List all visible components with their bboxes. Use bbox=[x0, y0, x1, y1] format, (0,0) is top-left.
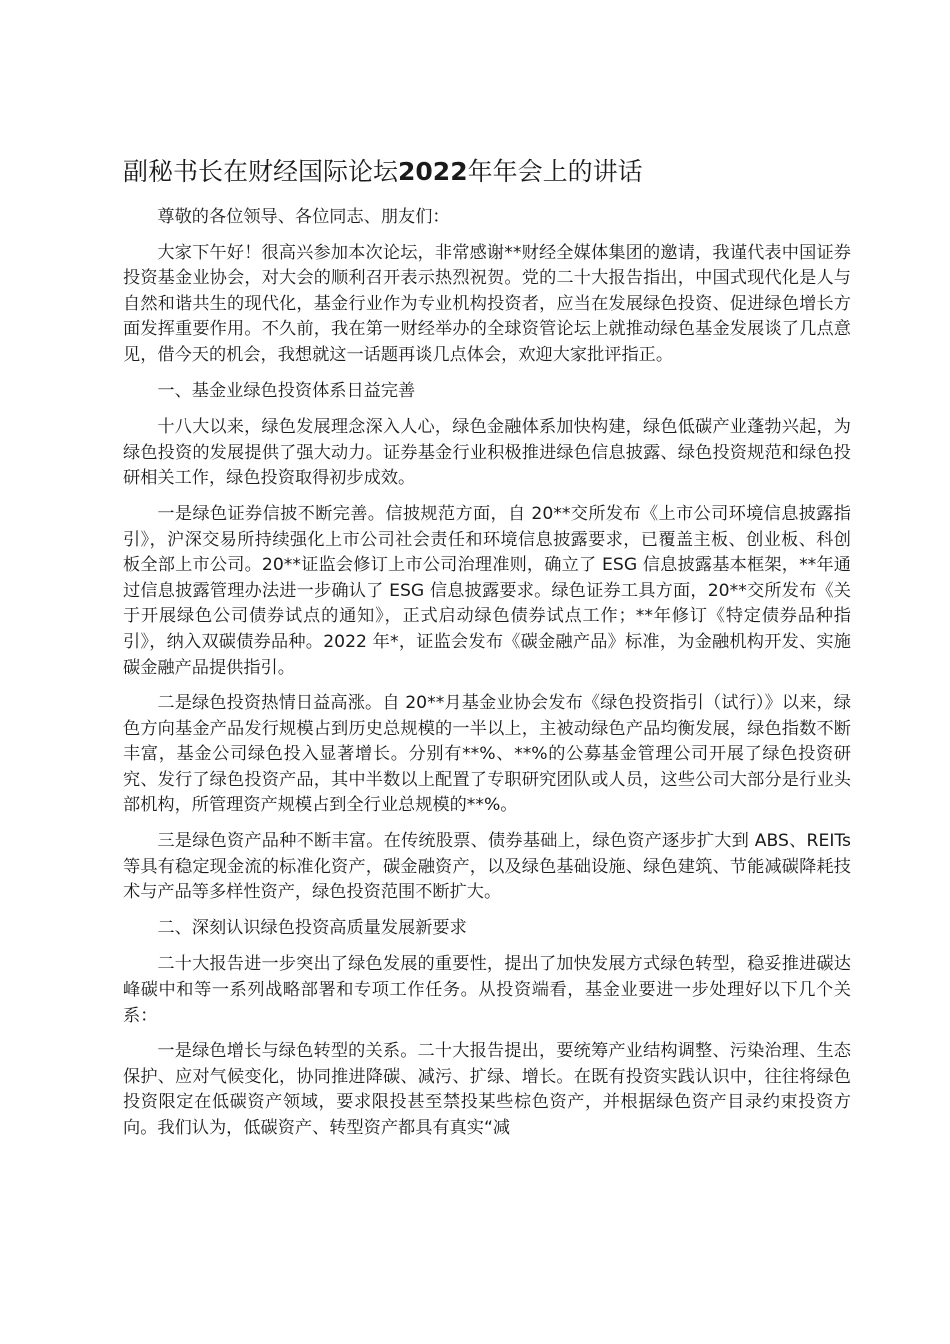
section-heading-2: 二、深刻认识绿色投资高质量发展新要求 bbox=[157, 917, 467, 938]
section-2-point-1: 一是绿色增长与绿色转型的关系。二十大报告提出，要统筹产业结构调整、污染治理、生态保护、应对气候变化，协同推进降碳、减污、扩绿、增长。在既有投资实践认识中，往往将绿色投资限定在低碳资产领域，要求限投甚至禁投某些棕色资产，并根据绿色资产目录约束投资方向。我们认为，低碳资产、转型资产都具有真实“减 bbox=[123, 1041, 851, 1138]
title-suffix: 年年会上的讲话 bbox=[467, 157, 643, 186]
section-2-intro: 二十大报告进一步突出了绿色发展的重要性，提出了加快发展方式绿色转型，稳妥推进碳达峰碳中和等一系列战略部署和专项工作任务。从投资端看，基金业要进一步处理好以下几个关系： bbox=[123, 954, 851, 1026]
section-1-point-2: 二是绿色投资热情日益高涨。自 20**月基金业协会发布《绿色投资指引（试行）》以来，绿色方向基金产品发行规模占到历史总规模的一半以上，主被动绿色产品均衡发展，绿色指数不断丰富，基金公司绿色投入显著增长。分别有**%、**%的公募基金管理公司开展了绿色投资研究、发行了绿色投资产品，其中半数以上配置了专职研究团队或人员，这些公司大部分是行业头部机构，所管理资产规模占到全行业总规模的**%。 bbox=[123, 693, 851, 816]
section-1-point-3: 三是绿色资产品种不断丰富。在传统股票、债券基础上，绿色资产逐步扩大到 ABS、REITs 等具有稳定现金流的标准化资产，碳金融资产，以及绿色基础设施、绿色建筑、节能减碳降耗技术与产品等多样性资产，绿色投资范围不断扩大。 bbox=[123, 831, 851, 903]
salutation: 尊敬的各位领导、各位同志、朋友们： bbox=[157, 207, 450, 227]
section-heading-1: 一、基金业绿色投资体系日益完善 bbox=[157, 380, 416, 401]
section-1-intro: 十八大以来，绿色发展理念深入人心，绿色金融体系加快构建，绿色低碳产业蓬勃兴起，为绿色投资的发展提供了强大动力。证券基金行业积极推进绿色信息披露、绿色投资规范和绿色投研相关工作，绿色投资取得初步成效。 bbox=[123, 417, 851, 489]
title-prefix: 副秘书长在财经国际论坛 bbox=[123, 157, 399, 186]
document-title bbox=[123, 152, 843, 192]
opening-paragraph: 大家下午好！很高兴参加本次论坛，非常感谢**财经全媒体集团的邀请，我谨代表中国证券投资基金业协会，对大会的顺利召开表示热烈祝贺。党的二十大报告指出，中国式现代化是人与自然和谐共生的现代化，基金行业作为专业机构投资者，应当在发展绿色投资、促进绿色增长方面发挥重要作用。不久前，我在第一财经举办的全球资管论坛上就推动绿色基金发展谈了几点意见，借今天的机会，我想就这一话题再谈几点体会，欢迎大家批评指正。 bbox=[123, 242, 851, 365]
document-body bbox=[123, 205, 851, 1152]
title-year: 2022 bbox=[398, 157, 468, 186]
section-1-point-1: 一是绿色证券信披不断完善。信披规范方面，自 20**交所发布《上市公司环境信息披露指引》，沪深交易所持续强化上市公司社会责任和环境信息披露要求，已覆盖主板、创业板、科创板全部上市公司。20**证监会修订上市公司治理准则，确立了 ESG 信息披露基本框架，**年通过信息披露管理办法进一步确认了 ESG 信息披露要求。绿色证券工具方面，20**交所发布《关于开展绿色公司债券试点的通知》，正式启动绿色债券试点工作；**年修订《特定债券品种指引》，纳入双碳债券品种。2022 年*，证监会发布《碳金融产品》标准，为金融机构开发、实施碳金融产品提供指引。 bbox=[123, 503, 851, 678]
